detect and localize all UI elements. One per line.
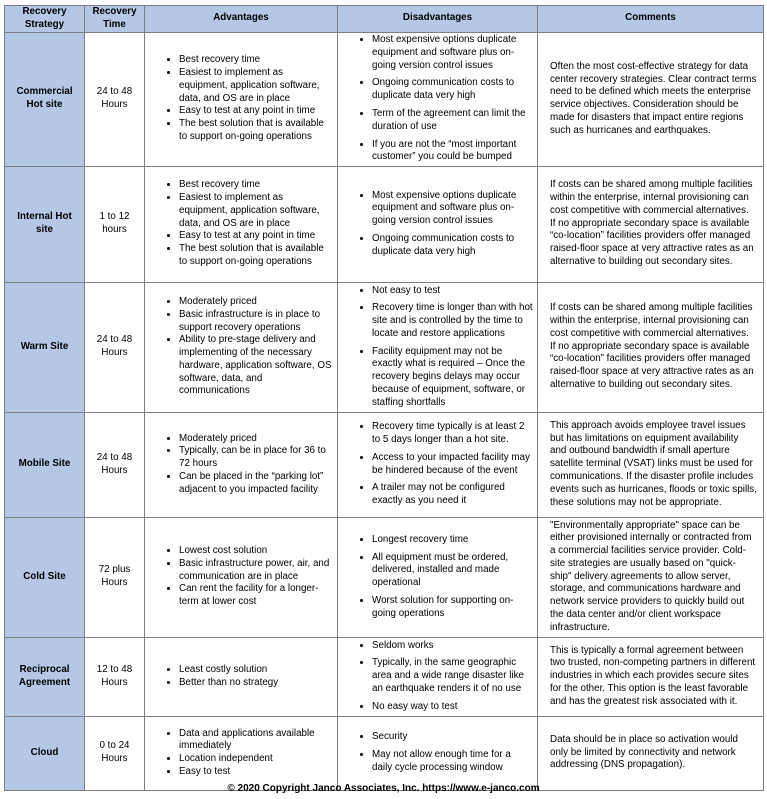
disadvantage-item: • Not easy to test	[372, 285, 533, 298]
disadvantages-cell	[338, 716, 538, 790]
disadvantage-item: • No easy way to test	[372, 701, 533, 714]
advantages-cell	[145, 517, 338, 637]
disadvantages-cell	[338, 517, 538, 637]
disadvantage-item: • May not allow enough time for a daily cycle processing window	[372, 749, 533, 775]
disadvantage-item: • If you are not the “most important customer” you could be bumped	[372, 139, 533, 165]
advantages-list	[145, 54, 337, 144]
header-time: Recovery Time	[85, 6, 145, 33]
advantage-item: • Can be placed in the “parking lot” adjacent to you impacted facility	[179, 471, 333, 497]
comments-cell: Often the most cost-effective strategy for data center recovery strategies. Clear contract terms need to be defined which meets the enterprise service objectives. Consideration should be made for disasters that impact entire regions such as hurricanes and earthquakes.	[538, 32, 764, 166]
advantage-item: • Best recovery time	[179, 54, 333, 67]
header-disadvantages: Disadvantages	[338, 6, 538, 33]
table-row	[5, 282, 764, 412]
advantages-cell	[145, 412, 338, 517]
table-row	[5, 716, 764, 790]
header-advantages: Advantages	[145, 6, 338, 33]
strategy-cell: Commercial Hot site	[5, 32, 85, 166]
recovery-time-cell: 24 to 48 Hours	[85, 282, 145, 412]
disadvantage-item: • Typically, in the same geographic area and a wide range disaster like an earthquake renders it of no use	[372, 657, 533, 695]
advantages-list	[145, 664, 337, 690]
advantage-item: • Ability to pre-stage delivery and implementing of the necessary hardware, application software, OS software, data, and communications	[179, 334, 333, 398]
comments-cell: This is typically a formal agreement between two trusted, non-competing partners in different industries in which each provides secure sites for the other. This option is the least favorable and has the greatest risk associated with it.	[538, 637, 764, 716]
disadvantage-item: • Seldom works	[372, 640, 533, 653]
recovery-time-cell: 12 to 48 Hours	[85, 637, 145, 716]
comments-cell: If costs can be shared among multiple facilities within the enterprise, internal provisioning can cost competitive with commercial alternatives. If no appropriate secondary space is available “co-location” facilities providers offer managed raised-floor space at very attractive rates as an alternative to building out secondary sites.	[538, 166, 764, 282]
disadvantage-item: • Worst solution for supporting on-going operations	[372, 595, 533, 621]
advantage-item: • Easy to test	[179, 766, 333, 779]
advantage-item: • Easiest to implement as equipment, application software, data, and OS are in place	[179, 67, 333, 105]
advantage-item: • Can rent the facility for a longer-term at lower cost	[179, 583, 333, 609]
disadvantage-item: • Access to your impacted facility may be hindered because of the event	[372, 452, 533, 478]
disadvantages-cell	[338, 166, 538, 282]
advantage-item: • Better than no strategy	[179, 677, 333, 690]
advantages-cell	[145, 716, 338, 790]
disadvantages-list	[338, 731, 537, 774]
disadvantages-cell	[338, 412, 538, 517]
strategy-cell: Mobile Site	[5, 412, 85, 517]
strategy-cell: Cloud	[5, 716, 85, 790]
recovery-time-cell: 1 to 12 hours	[85, 166, 145, 282]
advantage-item: • Typically, can be in place for 36 to 72 hours	[179, 445, 333, 471]
copyright-footer: © 2020 Copyright Janco Associates, Inc. https://www.e-janco.com	[227, 783, 540, 794]
advantage-item: • Location independent	[179, 753, 333, 766]
advantage-item: • Moderately priced	[179, 433, 333, 446]
disadvantages-list	[338, 421, 537, 508]
advantage-item: • The best solution that is available to support on-going operations	[179, 118, 333, 144]
advantage-item: • Easy to test at any point in time	[179, 105, 333, 118]
disadvantage-item: • Security	[372, 731, 533, 744]
strategy-cell: Cold Site	[5, 517, 85, 637]
header-comments: Comments	[538, 6, 764, 33]
header-strategy: Recovery Strategy	[5, 6, 85, 33]
advantages-cell	[145, 166, 338, 282]
disadvantage-item: • Recovery time is longer than with hot site and is controlled by the time to locate and restore applications	[372, 302, 533, 340]
table-row	[5, 517, 764, 637]
table-row	[5, 637, 764, 716]
advantage-item: • Data and applications available immediately	[179, 728, 333, 754]
recovery-time-cell: 0 to 24 Hours	[85, 716, 145, 790]
advantages-cell	[145, 282, 338, 412]
disadvantages-cell	[338, 637, 538, 716]
recovery-time-cell: 72 plus Hours	[85, 517, 145, 637]
disadvantages-cell	[338, 32, 538, 166]
disadvantage-item: • Recovery time typically is at least 2 to 5 days longer than a hot site.	[372, 421, 533, 447]
disadvantage-item: • Term of the agreement can limit the duration of use	[372, 108, 533, 134]
advantage-item: • Easy to test at any point in time	[179, 230, 333, 243]
disadvantage-item: • Ongoing communication costs to duplicate data very high	[372, 233, 533, 259]
disadvantages-list	[338, 190, 537, 259]
comments-cell: "Environmentally appropriate" space can be either provisioned internally or contracted from a commercial facilities service provider. Cold-site strategies are usually based on "quick-ship" delivery agreements to allow server, storage, and communications hardware and network service providers to quickly build out the data center and/or client workspace infrastructure.	[538, 517, 764, 637]
advantages-list	[145, 179, 337, 269]
comments-cell: If costs can be shared among multiple facilities within the enterprise, internal provisioning can cost competitive with commercial alternatives. If no appropriate secondary space is available “co-location” facilities providers offer managed raised-floor space at very attractive rates as an alternative to building out secondary sites.	[538, 282, 764, 412]
advantages-list	[145, 433, 337, 497]
disadvantage-item: • A trailer may not be configured exactly as you need it	[372, 482, 533, 508]
recovery-time-cell: 24 to 48 Hours	[85, 32, 145, 166]
table-row	[5, 412, 764, 517]
disadvantage-item: • Ongoing communication costs to duplicate data very high	[372, 77, 533, 103]
table-row	[5, 32, 764, 166]
advantages-list	[145, 296, 337, 398]
recovery-time-cell: 24 to 48 Hours	[85, 412, 145, 517]
table-row	[5, 166, 764, 282]
advantage-item: • Easiest to implement as equipment, application software, data, and OS are in place	[179, 192, 333, 230]
header-row	[5, 6, 764, 33]
recovery-strategy-table	[4, 5, 764, 791]
advantage-item: • Best recovery time	[179, 179, 333, 192]
strategy-cell: Reciprocal Agreement	[5, 637, 85, 716]
strategy-cell: Warm Site	[5, 282, 85, 412]
strategy-cell: Internal Hot site	[5, 166, 85, 282]
comments-cell: This approach avoids employee travel issues but has limitations on equipment availability and outbound bandwidth if small aperture satellite terminal (VSAT) links must be used for communications. If the disaster profile includes events such as hurricanes, floods or toxic spills, these solutions may not be appropriate.	[538, 412, 764, 517]
disadvantage-item: • Most expensive options duplicate equipment and software plus on-going version control issues	[372, 190, 533, 228]
comments-cell: Data should be in place so activation would only be limited by connectivity and network addressing (DNS propagation).	[538, 716, 764, 790]
advantages-cell	[145, 32, 338, 166]
advantage-item: • Least costly solution	[179, 664, 333, 677]
advantage-item: • Basic infrastructure is in place to support recovery operations	[179, 309, 333, 335]
disadvantages-list	[338, 285, 537, 410]
advantages-list	[145, 728, 337, 779]
advantages-list	[145, 545, 337, 609]
disadvantage-item: • Longest recovery time	[372, 534, 533, 547]
disadvantages-list	[338, 534, 537, 621]
disadvantage-item: • All equipment must be ordered, delivered, installed and made operational	[372, 552, 533, 590]
disadvantage-item: • Facility equipment may not be exactly what is required – Once the recovery begins delays may occur because of equipment, software, or staffing shortfalls	[372, 346, 533, 410]
disadvantages-list	[338, 34, 537, 164]
disadvantages-cell	[338, 282, 538, 412]
advantage-item: • The best solution that is available to support on-going operations	[179, 243, 333, 269]
advantage-item: • Basic infrastructure power, air, and communication are in place	[179, 558, 333, 584]
advantage-item: • Lowest cost solution	[179, 545, 333, 558]
disadvantage-item: • Most expensive options duplicate equipment and software plus on-going version control issues	[372, 34, 533, 72]
disadvantages-list	[338, 640, 537, 714]
advantages-cell	[145, 637, 338, 716]
advantage-item: • Moderately priced	[179, 296, 333, 309]
